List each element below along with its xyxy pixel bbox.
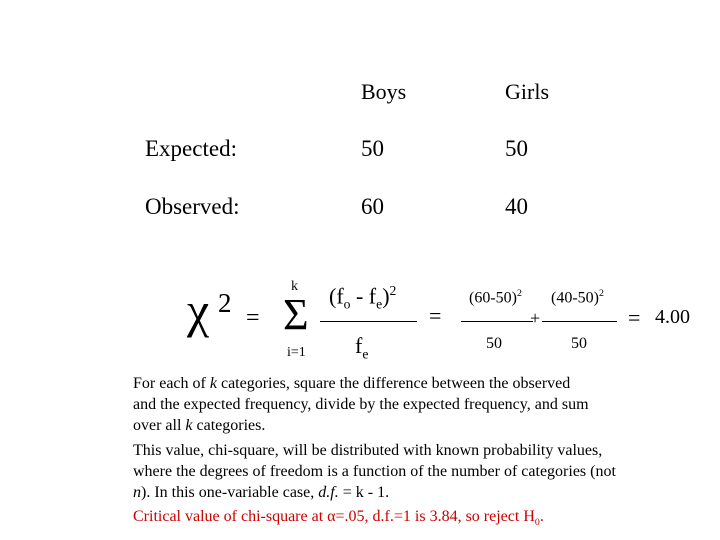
term1-numerator: $(60-50)^2$ [469,288,522,307]
sum-lower-limit: i=1 [287,345,306,360]
sum-upper-limit: k [291,279,298,294]
explanation-paragraph-2: This value, chi-square, will be distributed with known probability values, where the degrees of freedom is a function of the number of categories (not n). In this one-variable case, d.f. = k - 1. [133,442,616,501]
header-boys: Boys [361,79,407,104]
main-fraction-bar [320,321,417,322]
chi-exponent: 2 [218,288,232,318]
sigma-symbol: Σ [283,290,309,339]
equals-sign-1: = [246,305,260,331]
critical-value-statement: Critical value of chi-square at α=.05, d.f.=1 is 3.84, so reject $H_0$. [133,508,544,529]
main-numerator: $(f_o - f_e)^2$ [329,283,397,312]
term2-denominator: 50 [571,335,587,352]
equals-sign-2: = [429,303,442,328]
main-denominator: $f_e$ [355,333,369,362]
chi-symbol: χ [187,282,210,338]
term2-fraction-bar [542,321,617,322]
result-value: 4.00 [655,306,690,328]
plus-sign: + [530,308,541,328]
term1-fraction-bar [461,321,533,322]
observed-girls: 40 [505,194,528,219]
explanation-paragraph-1: For each of k categories, square the difference between the observed and the expected frequency, divide by the expected frequency, and sum over all k categories. [133,375,589,434]
term2-numerator: $(40-50)^2$ [551,288,604,307]
observed-boys: 60 [361,194,384,219]
expected-boys: 50 [361,136,384,161]
equals-sign-3: = [628,305,641,330]
expected-girls: 50 [505,136,528,161]
header-girls: Girls [505,79,549,104]
term1-denominator: 50 [486,335,502,352]
observed-label: Observed: [145,194,240,219]
expected-label: Expected: [145,136,237,161]
